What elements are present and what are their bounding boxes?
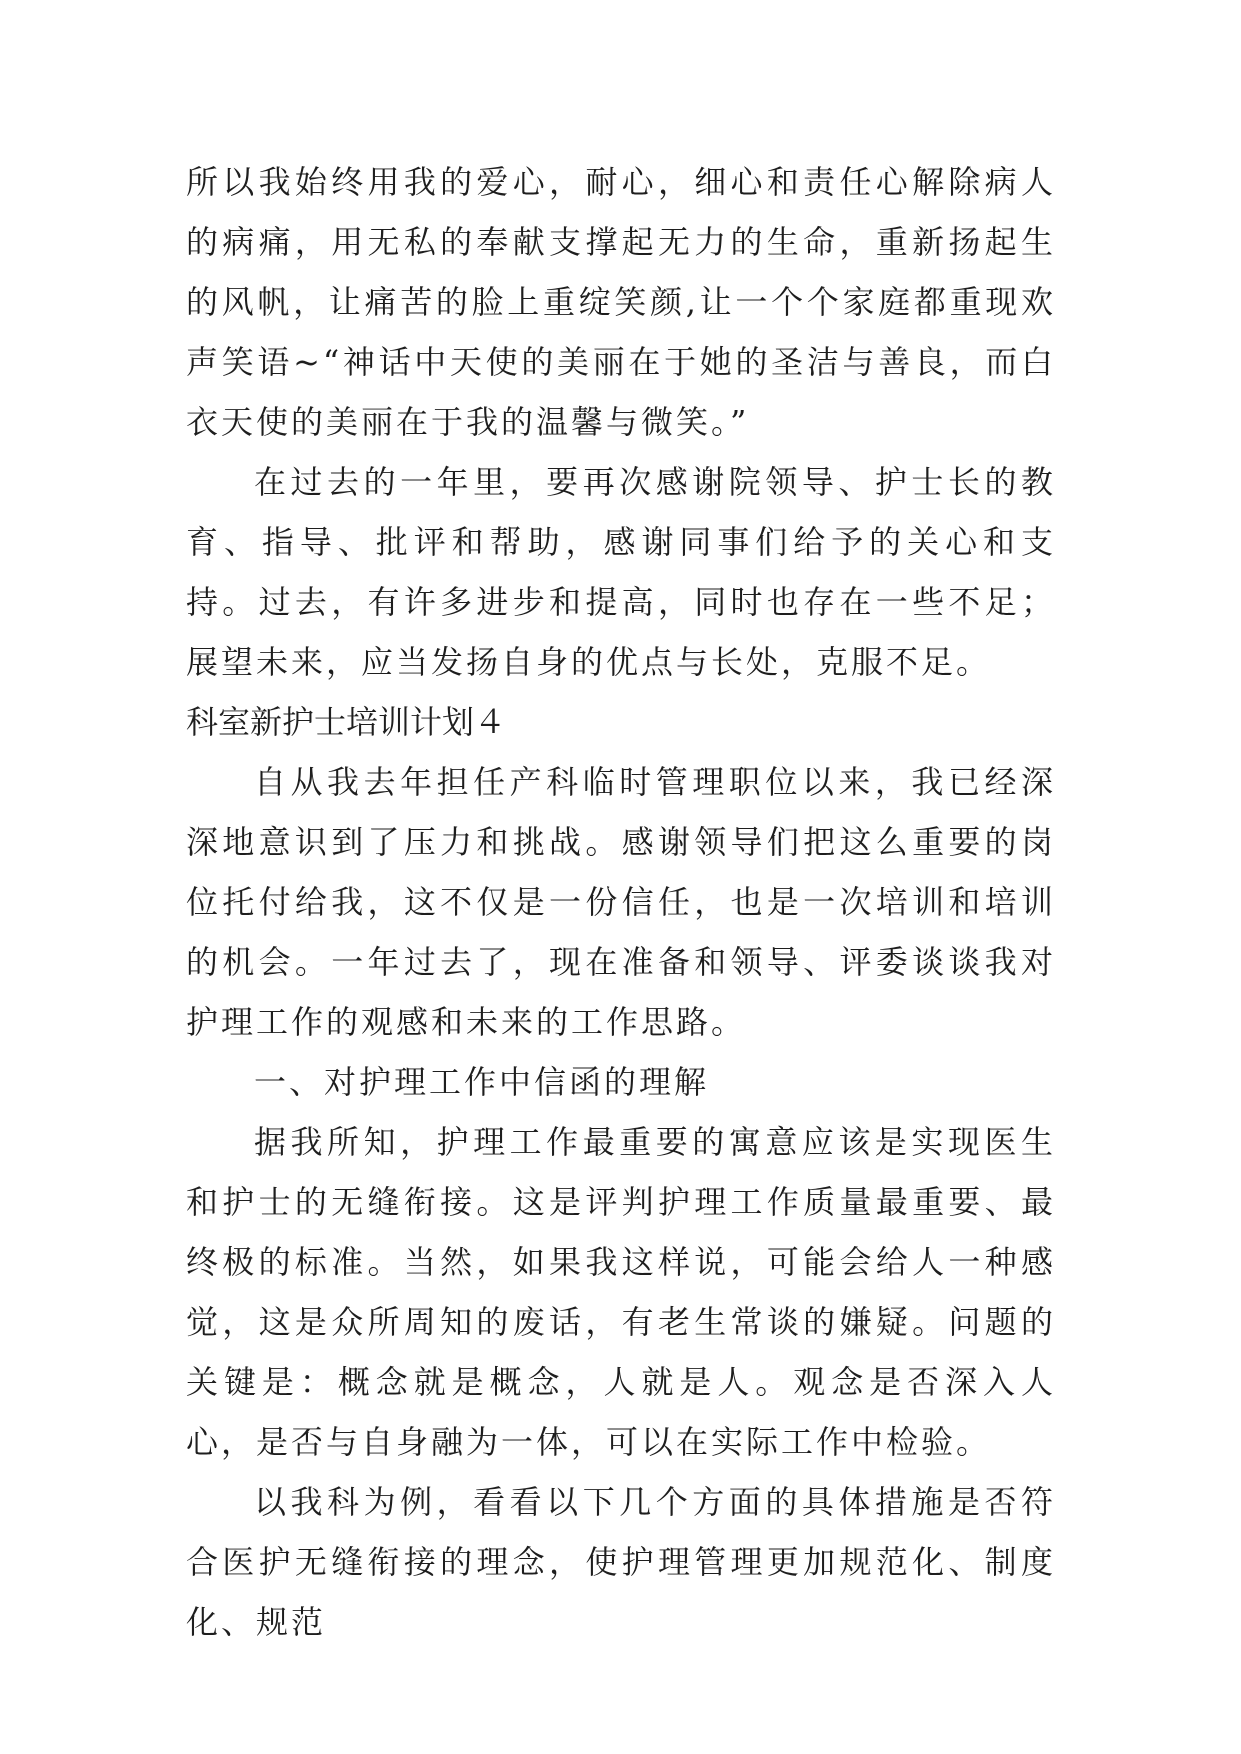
paragraph-understanding: 据我所知，护理工作最重要的寓意应该是实现医生和护士的无缝衔接。这是评判护理工作质量最重要、最终极的标准。当然，如果我这样说，可能会给人一种感觉，这是众所周知的废话，有老生常谈的嫌疑。问题的关键是：概念就是概念，人就是人。观念是否深入人心，是否与自身融为一体，可以在实际工作中检验。 bbox=[186, 1123, 1056, 1461]
paragraph-intro: 自从我去年担任产科临时管理职位以来，我已经深深地意识到了压力和挑战。感谢领导们把这么重要的岗位托付给我，这不仅是一份信任，也是一次培训和培训的机会。一年过去了，现在准备和领导、评委谈谈我对护理工作的观感和未来的工作思路。 bbox=[186, 763, 1056, 1041]
document-page bbox=[186, 152, 1056, 1652]
paragraph-thanks: 在过去的一年里，要再次感谢院领导、护士长的教育、指导、批评和帮助，感谢同事们给予的关心和支持。过去，有许多进步和提高，同时也存在一些不足；展望未来，应当发扬自身的优点与长处，克服不足。 bbox=[186, 463, 1056, 681]
subheading-understanding: 一、对护理工作中信函的理解 bbox=[254, 1063, 710, 1101]
paragraph-continuation: 所以我始终用我的爱心，耐心，细心和责任心解除病人的病痛，用无私的奉献支撑起无力的生命，重新扬起生的风帆，让痛苦的脸上重绽笑颜,让一个个家庭都重现欢声笑语~“神话中天使的美丽在于她的圣洁与善良，而白衣天使的美丽在于我的温馨与微笑。” bbox=[186, 163, 1056, 441]
section-heading: 科室新护士培训计划４ bbox=[186, 703, 507, 741]
paragraph-example: 以我科为例，看看以下几个方面的具体措施是否符合医护无缝衔接的理念，使护理管理更加规范化、制度化、规范 bbox=[186, 1483, 1056, 1641]
